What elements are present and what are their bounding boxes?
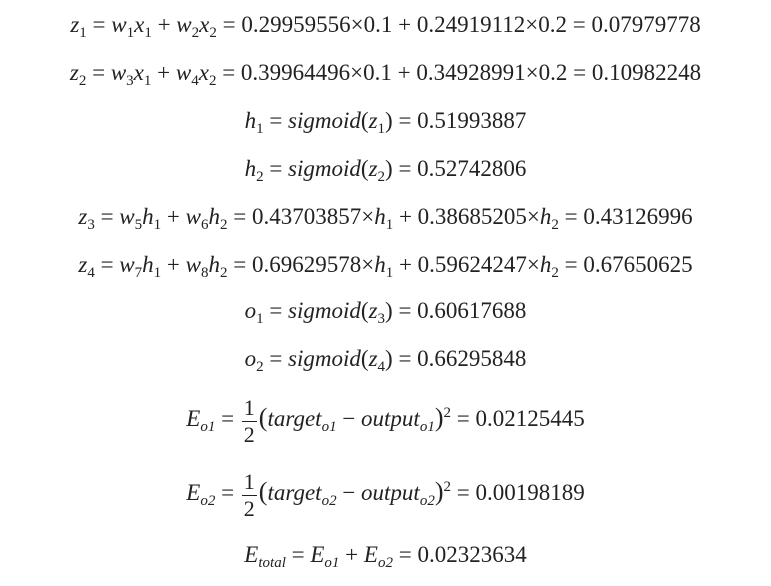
weight-b-sub: 4 [191, 73, 199, 89]
lhs-sub: total [258, 555, 286, 571]
weight-a: w [110, 60, 127, 85]
multiplier-2-sub: 2 [551, 217, 559, 233]
function-name: sigmoid [288, 298, 361, 323]
lhs-var: E [186, 405, 201, 431]
multiplier-2: 0.2 [538, 12, 567, 37]
input-b-sub: 2 [219, 217, 228, 233]
input-a: h [142, 204, 154, 229]
input-b: h [208, 252, 220, 277]
input-b-sub: 2 [208, 73, 217, 89]
fraction-denominator: 2 [243, 496, 255, 521]
lhs-sub: o1 [200, 418, 216, 435]
result-value: 0.67650625 [583, 252, 693, 277]
input-b: x [199, 12, 210, 37]
weight-b-sub: 8 [200, 265, 209, 281]
equation-z3: $z_3 = w_5h_1 + w_6h_2 = 0.43703857\times h_1 + 0.38685205\times h_2 = 0.43126996$ [78, 204, 693, 233]
weight-b-sub: 2 [191, 25, 200, 41]
weight-b: w [175, 60, 192, 85]
equation-z1: $z_1 = w_1x_1 + w_2x_2 = 0.29959556\times 0.1 + 0.24919112\times 0.2 = 0.07979778$ [70, 12, 701, 41]
weight-a-sub: 1 [126, 25, 135, 41]
fraction-one-half [242, 471, 257, 520]
lhs-sub: 1 [256, 311, 264, 327]
output-sub: o2 [419, 492, 435, 509]
lhs-var: z [78, 204, 88, 229]
lhs-sub: 2 [256, 169, 264, 185]
weight-a: w [119, 204, 135, 229]
fraction-numerator: 1 [243, 395, 255, 420]
lhs-var: z [78, 252, 88, 277]
coefficient-2: 0.34928991 [416, 60, 526, 85]
multiplier-1-sub: 1 [385, 265, 394, 281]
weight-b: w [185, 204, 201, 229]
lhs-var: o [244, 298, 257, 323]
lhs-var: E [186, 479, 201, 505]
exponent: 2 [443, 478, 451, 495]
equation-o2: $o_2$ = $sigmoid(z_4) = 0.66295848$ [244, 346, 527, 375]
lhs-sub: o2 [200, 492, 216, 509]
weight-a-sub: 7 [134, 265, 143, 281]
result-value: 0.10982248 [591, 60, 702, 85]
coefficient-1: 0.39964496 [240, 60, 351, 85]
weight-a: w [111, 12, 127, 37]
fraction-numerator: 1 [243, 469, 255, 494]
fraction-denominator: 2 [243, 422, 255, 447]
result-value: 0.52742806 [417, 156, 527, 181]
input-b-sub: 2 [219, 265, 228, 281]
equation-o1: $o_1$ = $sigmoid(z_3) = 0.60617688$ [244, 298, 527, 327]
argument-sub: 4 [377, 359, 386, 375]
equation-h1: $h_1$ = $sigmoid(z_1) = 0.51993887$ [244, 108, 527, 137]
argument: z [368, 346, 378, 371]
input-a: x [133, 60, 144, 85]
multiplier-2-sub: 2 [551, 265, 559, 281]
lhs-var: o [244, 346, 257, 371]
multiplier-1: 0.1 [363, 60, 392, 85]
function-name: sigmoid [288, 108, 361, 133]
lhs-sub: 1 [256, 121, 264, 137]
coefficient-2: 0.59624247 [417, 252, 527, 277]
target-term: target [267, 405, 322, 431]
lhs-sub: 2 [256, 359, 264, 375]
input-a-sub: 1 [153, 217, 162, 233]
argument: z [368, 156, 378, 181]
result-value: 0.07979778 [591, 12, 701, 37]
input-b-sub: 2 [209, 25, 217, 41]
lhs-var: h [244, 156, 257, 181]
lhs-sub: 2 [78, 73, 87, 89]
result-value: 0.51993887 [417, 108, 527, 133]
lhs-var: E [244, 542, 259, 567]
output-term: output [361, 479, 420, 505]
weight-b: w [185, 252, 201, 277]
lhs-sub: 4 [87, 265, 95, 281]
argument-sub: 2 [377, 169, 386, 185]
multiplier-1: h [374, 252, 386, 277]
lhs-sub: 1 [79, 25, 87, 41]
function-name: sigmoid [288, 346, 361, 371]
result-value: 0.00198189 [475, 479, 585, 505]
result-value: 0.02125445 [475, 405, 585, 431]
target-sub: o1 [321, 418, 337, 435]
multiplier-2: h [539, 204, 552, 229]
weight-b-sub: 6 [200, 217, 209, 233]
argument: z [368, 108, 378, 133]
coefficient-2: 0.38685205 [417, 204, 527, 229]
equation-z4: $z_4 = w_7h_1 + w_8h_2 = 0.69629578\times h_1 + 0.59624247\times h_2 = 0.67650625$ [78, 252, 693, 281]
exponent: 2 [443, 404, 451, 421]
input-b: x [198, 60, 209, 85]
multiplier-2: h [539, 252, 552, 277]
output-term: output [361, 405, 420, 431]
term-a-sub: o1 [324, 555, 340, 571]
target-sub: o2 [321, 492, 337, 509]
multiplier-2: 0.2 [538, 60, 568, 85]
input-a-sub: 1 [144, 25, 152, 41]
coefficient-1: 0.43703857 [251, 204, 362, 229]
equation-z2: $z_2 = w_3x_1 + w_4x_2 = 0.39964496\times 0.1 + 0.34928991\times 0.2 = 0.10982248$ [69, 60, 702, 89]
input-a: x [134, 12, 145, 37]
argument-sub: 3 [377, 311, 386, 327]
weight-a-sub: 3 [126, 73, 134, 89]
argument: z [368, 298, 378, 323]
target-term: target [267, 479, 322, 505]
term-b-sub: o2 [377, 555, 393, 571]
function-name: sigmoid [288, 156, 361, 181]
equation-error-o2: $E_{o2}$ = $\frac{1}{2}$ (target$_{o2}$ − output$_{o2}$)$^2$ = 0.00198189 [186, 469, 585, 521]
output-sub: o1 [419, 418, 435, 435]
weight-a-sub: 5 [134, 217, 143, 233]
result-value: 0.66295848 [417, 346, 527, 371]
result-value: 0.60617688 [417, 298, 527, 323]
result-value: 0.02323634 [417, 542, 527, 567]
result-value: 0.43126996 [583, 204, 693, 229]
coefficient-1: 0.29959556 [241, 12, 351, 37]
lhs-var: z [70, 12, 80, 37]
term-b: E [363, 542, 378, 567]
input-b: h [208, 204, 220, 229]
multiplier-1: 0.1 [363, 12, 393, 37]
weight-b: w [176, 12, 192, 37]
equation-h2: $h_2$ = $sigmoid(z_2) = 0.52742806$ [244, 156, 527, 185]
lhs-var: z [69, 60, 79, 85]
coefficient-1: 0.69629578 [251, 252, 362, 277]
multiplier-1: h [374, 204, 386, 229]
input-a-sub: 1 [153, 265, 162, 281]
multiplier-1-sub: 1 [385, 217, 394, 233]
coefficient-2: 0.24919112 [416, 12, 526, 37]
argument-sub: 1 [377, 121, 386, 137]
input-a-sub: 1 [143, 73, 152, 89]
term-a: E [310, 542, 325, 567]
weight-a: w [119, 252, 135, 277]
lhs-sub: 3 [87, 217, 95, 233]
lhs-var: h [244, 108, 257, 133]
fraction-one-half [242, 397, 257, 446]
input-a: h [142, 252, 154, 277]
equation-error-o1: $E_{o1}$ = $\frac{1}{2}$ (target$_{o1}$ − output$_{o1}$)$^2$ = 0.02125445 [186, 395, 585, 447]
equation-error-total: $E_{total} = E_{o1} + E_{o2} = 0.02323634$ [244, 542, 527, 571]
